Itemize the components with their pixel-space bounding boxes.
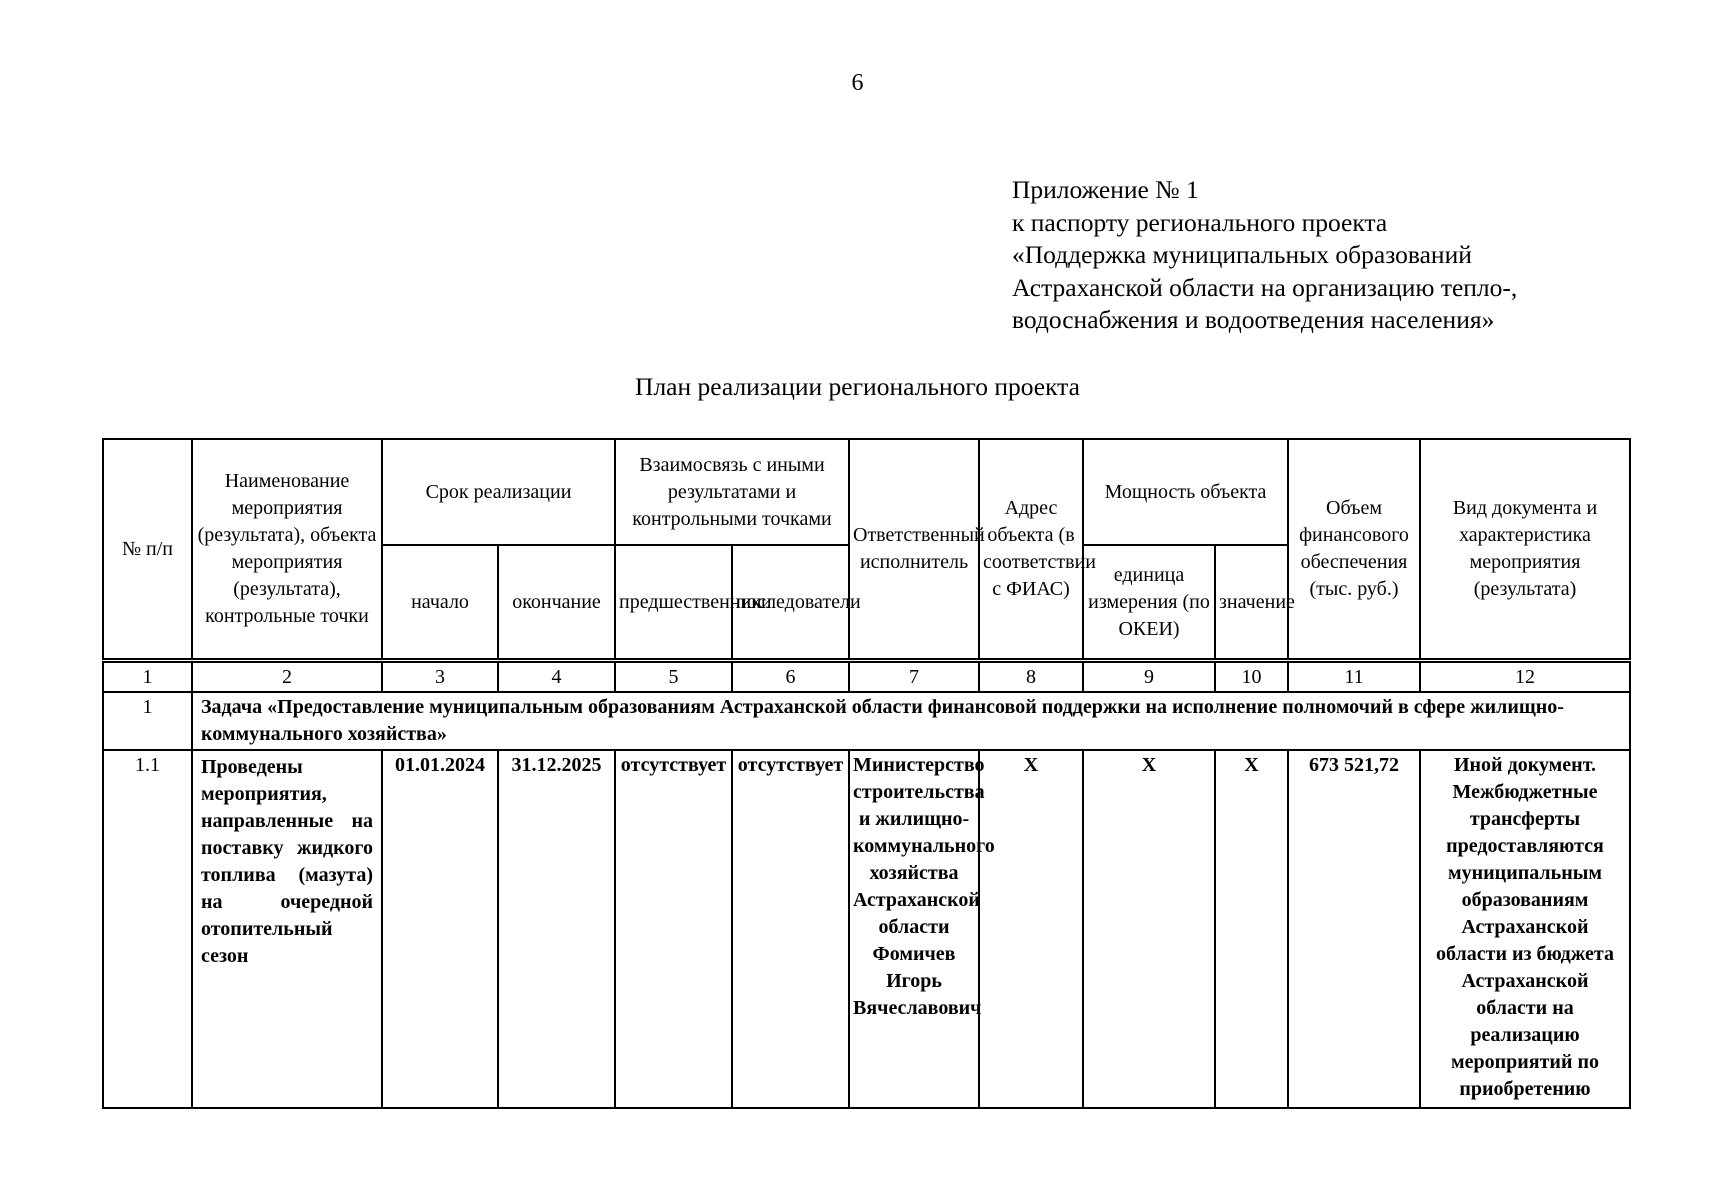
- row-name: Проведены мероприятия, направленные на поставку жидкого топлива (мазута) на очередной отопительный сезон: [192, 750, 382, 1108]
- task-row: [103, 692, 1630, 750]
- appendix-line: «Поддержка муниципальных образований: [1012, 240, 1472, 269]
- row-num: 1.1: [103, 750, 192, 1108]
- column-number-row: [103, 661, 1630, 693]
- document-title: План реализации регионального проекта: [635, 372, 1080, 401]
- row-end: 31.12.2025: [498, 750, 615, 1108]
- header-address: Адрес объекта (в соответствии с ФИАС): [979, 439, 1083, 661]
- column-number: 3: [382, 661, 498, 693]
- row-address: Х: [979, 750, 1083, 1108]
- header-term: Срок реализации: [382, 439, 615, 545]
- row-finance: 673 521,72: [1288, 750, 1420, 1108]
- column-number: 9: [1083, 661, 1215, 693]
- column-number: 12: [1420, 661, 1630, 693]
- header-row: [103, 439, 1630, 545]
- header-relation-prev: предшественники: [615, 545, 732, 661]
- row-start: 01.01.2024: [382, 750, 498, 1108]
- header-relation-next: последователи: [732, 545, 849, 661]
- header-doc-type: Вид документа и характеристика мероприятия (результата): [1420, 439, 1630, 661]
- column-number: 11: [1288, 661, 1420, 693]
- column-number: 5: [615, 661, 732, 693]
- header-responsible: Ответственный исполнитель: [849, 439, 979, 661]
- header-capacity: Мощность объекта: [1083, 439, 1288, 545]
- column-number: 6: [732, 661, 849, 693]
- column-number: 2: [192, 661, 382, 693]
- row-unit: Х: [1083, 750, 1215, 1108]
- header-capacity-value: значение: [1215, 545, 1288, 661]
- appendix-line: к паспорту регионального проекта: [1012, 207, 1388, 237]
- header-num: № п/п: [103, 439, 192, 661]
- header-relation: Взаимосвязь с иными результатами и контрольными точками: [615, 439, 849, 545]
- appendix-line: водоснабжения и водоотведения населения»: [1012, 305, 1495, 334]
- page-number: 6: [851, 70, 864, 96]
- row-value: Х: [1215, 750, 1288, 1108]
- header-capacity-unit: единица измерения (по ОКЕИ): [1083, 545, 1215, 661]
- plan-table: [102, 438, 1631, 1109]
- appendix-block: [1012, 174, 1517, 337]
- row-prev: отсутствует: [615, 750, 732, 1108]
- column-number: 10: [1215, 661, 1288, 693]
- row-next: отсутствует: [732, 750, 849, 1108]
- table-row: [103, 750, 1630, 1108]
- column-number: 1: [103, 661, 192, 693]
- appendix-line: Приложение № 1: [1012, 175, 1199, 204]
- row-responsible: Министерство строительства и жилищно-коммунального хозяйства Астраханской области Фомичев Игорь Вячеславович: [849, 750, 979, 1108]
- task-text: Задача «Предоставление муниципальным образованиям Астраханской области финансовой поддержки на исполнение полномочий в сфере жилищно-коммунального хозяйства»: [192, 692, 1630, 750]
- header-term-end: окончание: [498, 545, 615, 661]
- header-finance: Объем финансового обеспечения (тыс. руб.): [1288, 439, 1420, 661]
- header-term-start: начало: [382, 545, 498, 661]
- appendix-line: Астраханской области на организацию тепло-,: [1012, 272, 1518, 302]
- column-number: 7: [849, 661, 979, 693]
- task-num: 1: [103, 692, 192, 750]
- column-number: 8: [979, 661, 1083, 693]
- column-number: 4: [498, 661, 615, 693]
- row-doc: Иной документ. Межбюджетные трансферты предоставляются муниципальным образованиям Астраханской области из бюджета Астраханской области на реализацию мероприятий по приобретению: [1420, 750, 1630, 1108]
- header-name: Наименование мероприятия (результата), объекта мероприятия (результата), контрольные точки: [192, 439, 382, 661]
